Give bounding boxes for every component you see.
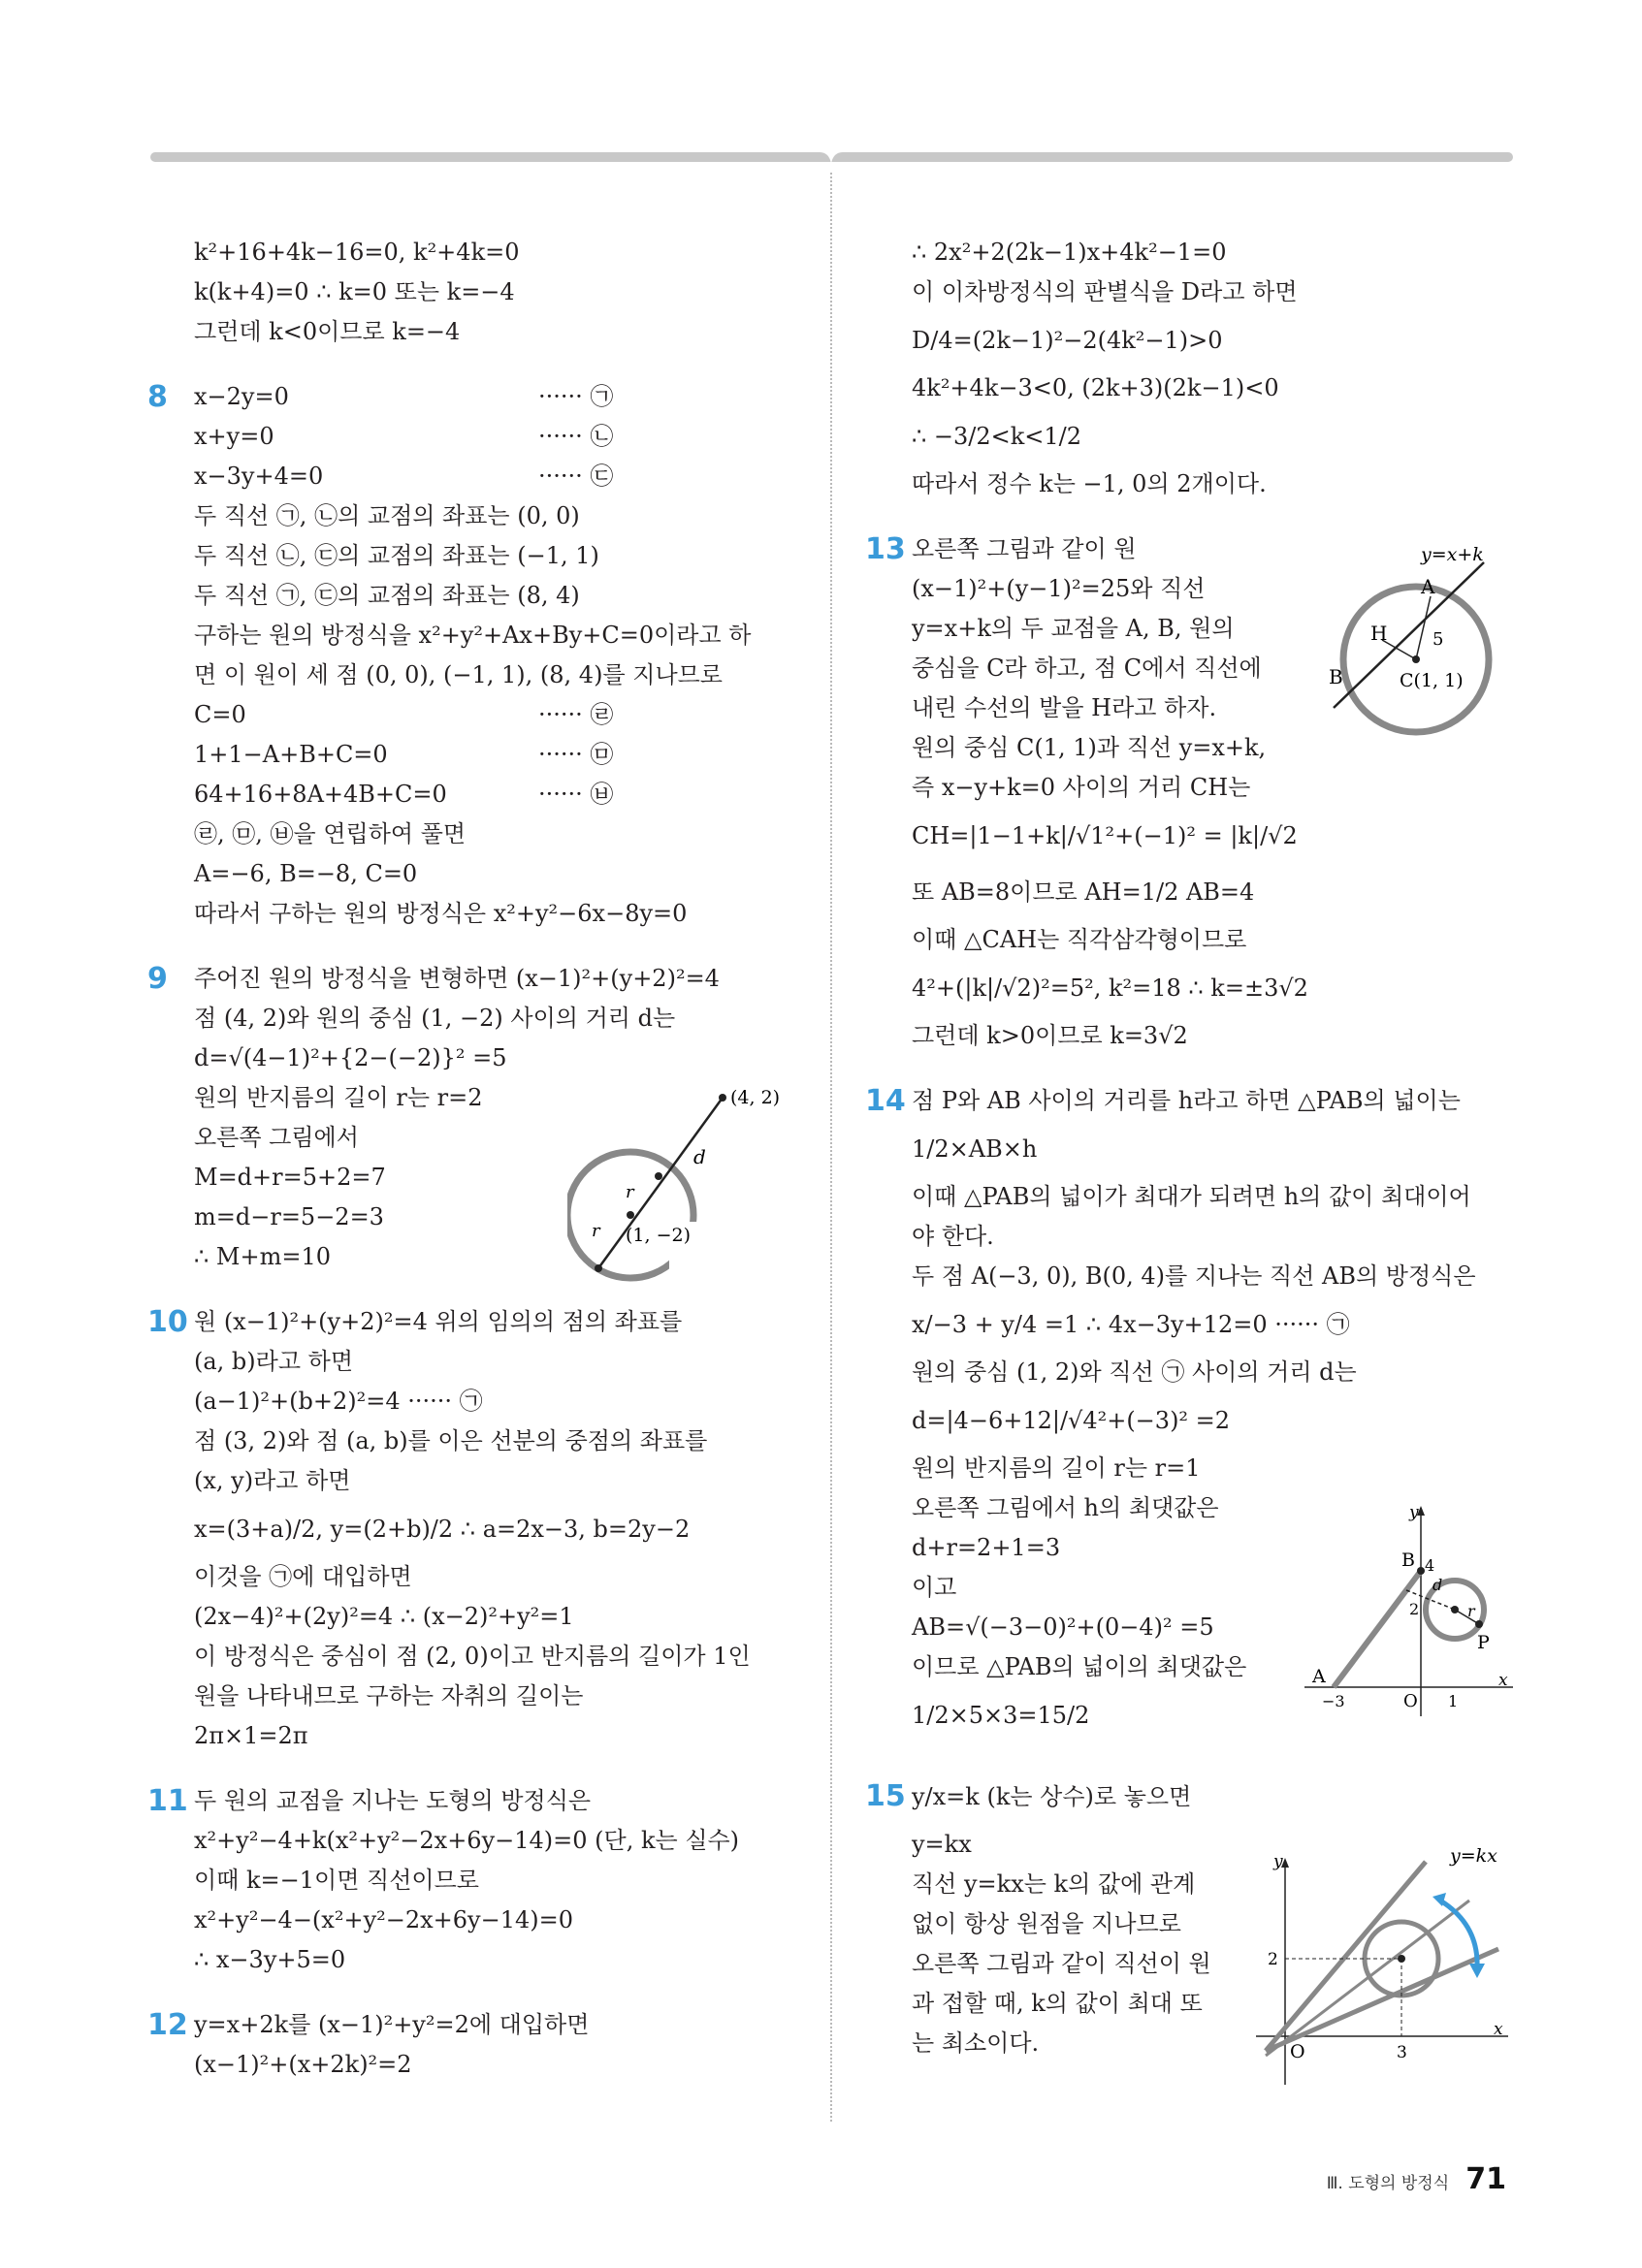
- page-footer: [1327, 2162, 1506, 2196]
- solution-line: [194, 1342, 834, 1382]
- solution-line: [194, 854, 834, 894]
- line-text: 오른쪽 그림과 같이 원: [912, 535, 1137, 562]
- solution-line: [912, 1296, 1518, 1353]
- equation-marker: ······ ㉢: [538, 463, 614, 490]
- solution-line: [194, 233, 834, 272]
- line-text: 이므로 △PAB의 넓이의 최댓값은: [912, 1653, 1247, 1680]
- chapter-title: Ⅲ. 도형의 방정식: [1326, 2174, 1450, 2193]
- line-text: 원 (x−1)²+(y+2)²=4 위의 임의의 점의 좌표를: [194, 1308, 683, 1335]
- equation-marker: ······ ㉤: [538, 741, 614, 768]
- solution-line: [194, 1637, 834, 1677]
- solution-line: [194, 417, 834, 457]
- segment-AB: [1334, 1571, 1421, 1687]
- solution-line: [194, 1501, 834, 1557]
- section-gap: [912, 1743, 1518, 1769]
- problem-number: 13: [865, 532, 906, 566]
- solution-line: [912, 233, 1518, 272]
- line-text: (a, b)라고 하면: [194, 1348, 354, 1375]
- line-text: 2π×1=2π: [194, 1722, 308, 1749]
- solution-line: [147, 1302, 834, 1342]
- solution-line: [194, 1557, 834, 1597]
- solution-line: [194, 1901, 834, 1940]
- section-gap: [912, 504, 1518, 529]
- line-text: 이 방정식은 중심이 점 (2, 0)이고 반지름의 길이가 1인: [194, 1643, 751, 1670]
- r-label: r: [626, 1182, 634, 1202]
- solution-line: [147, 959, 834, 999]
- line-text: 그런데 k>0이므로 k=3√2: [912, 1022, 1188, 1049]
- line-text: 원의 중심 (1, 2)와 직선 ㉠ 사이의 거리 d는: [912, 1358, 1357, 1386]
- solution-line: [865, 1081, 1518, 1121]
- solution-line: [194, 1038, 834, 1078]
- tick-minus3: −3: [1322, 1692, 1345, 1710]
- solution-line: [912, 1177, 1518, 1217]
- line-text: ∴ −3/2<k<1/2: [912, 423, 1082, 450]
- label-H: H: [1370, 622, 1388, 645]
- axis-y: y: [1273, 1852, 1283, 1871]
- problem-number: 10: [147, 1305, 188, 1339]
- solution-line: [194, 1940, 834, 1980]
- equation-marker: ······ ㉡: [538, 423, 614, 450]
- solution-line: [194, 312, 834, 352]
- section-gap: [194, 1980, 834, 2005]
- section-gap: [194, 934, 834, 959]
- solution-line: [194, 815, 834, 854]
- line-text: 과 접할 때, k의 값이 최대 또: [912, 1990, 1203, 2017]
- line-text: x+y=0: [194, 423, 274, 450]
- line-text: m=d−r=5−2=3: [194, 1203, 384, 1230]
- line-text: 두 직선 ㉠, ㉡의 교점의 좌표는 (0, 0): [194, 502, 580, 529]
- line-text: 두 원의 교점을 지나는 도형의 방정식은: [194, 1787, 592, 1814]
- problem-number: 8: [147, 380, 168, 414]
- line-text: 이때 △CAH는 직각삼각형이므로: [912, 926, 1247, 953]
- solution-line: [912, 1217, 1518, 1257]
- line-text: 64+16+8A+4B+C=0: [194, 781, 447, 808]
- solution-line: [912, 1257, 1518, 1296]
- right-column: [865, 233, 1518, 2063]
- tick-4: 4: [1425, 1556, 1435, 1575]
- solution-line: [194, 1421, 834, 1461]
- line-text: 두 직선 ㉠, ㉢의 교점의 좌표는 (8, 4): [194, 582, 580, 609]
- line-text: (2x−4)²+(2y)²=4 ∴ (x−2)²+y²=1: [194, 1603, 574, 1630]
- label-r: r: [1467, 1602, 1475, 1620]
- solution-line: [194, 695, 834, 735]
- solution-line: [194, 457, 834, 496]
- line-text: (x−1)²+(y−1)²=25와 직선: [912, 575, 1206, 602]
- line-text: C=0: [194, 701, 246, 728]
- line-text: ∴ M+m=10: [194, 1243, 331, 1270]
- equation-marker: ······ ㉥: [538, 781, 614, 808]
- solution-line: [912, 1449, 1518, 1488]
- section-gap: [194, 352, 834, 377]
- line-text: 그런데 k<0이므로 k=−4: [194, 318, 461, 345]
- axis-x: x: [1498, 1671, 1508, 1690]
- line-text: 원의 반지름의 길이 r는 r=2: [194, 1084, 483, 1111]
- line-text: x²+y²−4−(x²+y²−2x+6y−14)=0: [194, 1906, 573, 1933]
- solution-line: [194, 1861, 834, 1901]
- solution-line: [194, 655, 834, 695]
- line-text: 점 P와 AB 사이의 거리를 h라고 하면 △PAB의 넓이는: [912, 1087, 1461, 1114]
- problem-number: 12: [147, 2008, 188, 2042]
- solution-line: [912, 920, 1518, 960]
- figure-problem-15: [1246, 1842, 1528, 2094]
- label-O: O: [1290, 2041, 1305, 2062]
- line-text: 원의 중심 C(1, 1)과 직선 y=x+k,: [912, 734, 1267, 761]
- line-text: y=kx: [912, 1831, 972, 1858]
- solution-line: [912, 1392, 1518, 1449]
- line-text: A=−6, B=−8, C=0: [194, 860, 418, 887]
- solution-line: [194, 1461, 834, 1501]
- solution-line: [194, 616, 834, 655]
- line-text: 이때 △PAB의 넓이가 최대가 되려면 h의 값이 최대이어: [912, 1183, 1471, 1210]
- solution-line: [912, 464, 1518, 504]
- label-B: B: [1401, 1549, 1415, 1571]
- line-text: CH=|1−1+k|/√1²+(−1)² = |k|/√2: [912, 822, 1298, 849]
- tick-1: 1: [1448, 1692, 1459, 1710]
- solution-line: [194, 775, 834, 815]
- label-O: O: [1403, 1691, 1418, 1711]
- label-B: B: [1329, 665, 1343, 688]
- line-text: 오른쪽 그림에서: [194, 1124, 359, 1151]
- solution-line: [147, 377, 834, 417]
- line-text: ∴ 2x²+2(2k−1)x+4k²−1=0: [912, 239, 1227, 266]
- line-text: 두 직선 ㉡, ㉢의 교점의 좌표는 (−1, 1): [194, 542, 599, 569]
- solution-line: [912, 768, 1518, 808]
- solution-line: [194, 894, 834, 934]
- line-text: k²+16+4k−16=0, k²+4k=0: [194, 239, 520, 266]
- page-number: 71: [1465, 2162, 1506, 2196]
- line-text: 오른쪽 그림과 같이 직선이 원: [912, 1950, 1211, 1977]
- d-label: d: [693, 1145, 706, 1168]
- solution-line: [912, 1353, 1518, 1392]
- line-text: 점 (4, 2)와 원의 중심 (1, −2) 사이의 거리 d는: [194, 1005, 676, 1032]
- line-text: 이것을 ㉠에 대입하면: [194, 1563, 412, 1590]
- section-gap: [912, 1056, 1518, 1081]
- solution-line: [912, 1016, 1518, 1056]
- tick-2: 2: [1409, 1600, 1420, 1618]
- tick-2: 2: [1268, 1950, 1278, 1969]
- problem-number: 11: [147, 1784, 188, 1818]
- equation-marker: ······ ㉣: [538, 701, 614, 728]
- line-text: 1+1−A+B+C=0: [194, 741, 388, 768]
- problem-number: 14: [865, 1084, 906, 1118]
- solution-line: [147, 1781, 834, 1821]
- section-gap: [194, 1756, 834, 1781]
- line-text: 원의 반지름의 길이 r는 r=1: [912, 1454, 1201, 1482]
- r-label-2: r: [592, 1221, 600, 1241]
- solution-line: [865, 1769, 1518, 1825]
- line-text: 이고: [912, 1574, 957, 1601]
- line-text: 주어진 원의 방정식을 변형하면 (x−1)²+(y+2)²=4: [194, 965, 720, 992]
- axis-x: x: [1494, 2020, 1503, 2039]
- line-text: 직선 y=kx는 k의 값에 관계: [912, 1870, 1196, 1898]
- line-text: 두 점 A(−3, 0), B(0, 4)를 지나는 직선 AB의 방정식은: [912, 1262, 1476, 1290]
- solution-line: [194, 999, 834, 1038]
- line-text: k(k+4)=0 ∴ k=0 또는 k=−4: [194, 278, 515, 305]
- solution-line: [194, 1677, 834, 1716]
- radius-label: 5: [1433, 629, 1444, 650]
- line-text: 1/2×AB×h: [912, 1135, 1038, 1163]
- label-A: A: [1421, 575, 1435, 598]
- solution-line: [194, 1597, 834, 1637]
- axis-y: y: [1409, 1503, 1419, 1522]
- solution-line: [194, 1716, 834, 1756]
- solution-line: [194, 536, 834, 576]
- line-text: 구하는 원의 방정식을 x²+y²+Ax+By+C=0이라고 하: [194, 622, 752, 649]
- figure-problem-13: [1324, 543, 1523, 737]
- solution-line: [912, 960, 1518, 1016]
- line-text: 내린 수선의 발을 H라고 하자.: [912, 694, 1217, 721]
- point-label-4-2: (4, 2): [730, 1087, 781, 1108]
- line-text: 따라서 정수 k는 −1, 0의 2개이다.: [912, 470, 1267, 497]
- line-text: AB=√(−3−0)²+(0−4)² =5: [912, 1613, 1214, 1641]
- center-label: (1, −2): [626, 1225, 692, 1246]
- line-text: 없이 항상 원점을 지나므로: [912, 1910, 1181, 1937]
- solution-line: [912, 808, 1518, 864]
- figure-problem-14: [1295, 1498, 1518, 1721]
- line-text: 4k²+4k−3<0, (2k+3)(2k−1)<0: [912, 374, 1279, 401]
- equation-marker: ······ ㉠: [538, 383, 614, 410]
- line-text: 중심을 C라 하고, 점 C에서 직선에: [912, 655, 1262, 682]
- solution-line: [912, 368, 1518, 408]
- solution-line: [194, 2045, 834, 2085]
- top-divider-bar: [150, 150, 1513, 164]
- line-text: (x, y)라고 하면: [194, 1467, 351, 1494]
- line-text: y=x+2k를 (x−1)²+y²=2에 대입하면: [194, 2011, 590, 2038]
- line-text: d=|4−6+12|/√4²+(−3)² =2: [912, 1407, 1231, 1434]
- line-label: y=kx: [1450, 1845, 1497, 1867]
- line-text: y=x+k의 두 교점을 A, B, 원의: [912, 615, 1235, 642]
- solution-line: [194, 1821, 834, 1861]
- line-text: 면 이 원이 세 점 (0, 0), (−1, 1), (8, 4)를 지나므로: [194, 661, 723, 688]
- line-text: (x−1)²+(x+2k)²=2: [194, 2051, 412, 2078]
- solution-line: [912, 312, 1518, 368]
- line-text: 즉 x−y+k=0 사이의 거리 CH는: [912, 774, 1251, 801]
- line-label: y=x+k: [1421, 544, 1484, 565]
- solution-line: [147, 2005, 834, 2045]
- solution-line: [912, 864, 1518, 920]
- line-text: D/4=(2k−1)²−2(4k²−1)>0: [912, 327, 1223, 354]
- line-text: 이때 k=−1이면 직선이므로: [194, 1867, 479, 1894]
- line-text: 또 AB=8이므로 AH=1/2 AB=4: [912, 878, 1255, 906]
- label-C: C(1, 1): [1400, 670, 1464, 691]
- label-d: d: [1433, 1576, 1443, 1594]
- solution-line: [194, 735, 834, 775]
- line-text: x−2y=0: [194, 383, 289, 410]
- solution-line: [194, 576, 834, 616]
- tick-3: 3: [1397, 2043, 1407, 2062]
- line-text: d=√(4−1)²+{2−(−2)}² =5: [194, 1044, 507, 1071]
- line-text: x/−3 + y/4 =1 ∴ 4x−3y+12=0 ······ ㉠: [912, 1311, 1350, 1338]
- solution-line: [194, 1382, 834, 1421]
- solution-line: [912, 1121, 1518, 1177]
- line-text: 는 최소이다.: [912, 2029, 1040, 2057]
- line-text: d+r=2+1=3: [912, 1534, 1061, 1561]
- line-text: x−3y+4=0: [194, 463, 324, 490]
- line-text: x²+y²−4+k(x²+y²−2x+6y−14)=0 (단, k는 실수): [194, 1827, 740, 1854]
- line-text: ㉣, ㉤, ㉥을 연립하여 풀면: [194, 820, 467, 847]
- line-text: 따라서 구하는 원의 방정식은 x²+y²−6x−8y=0: [194, 900, 688, 927]
- solution-line: [912, 408, 1518, 464]
- figure-problem-9: [567, 1076, 810, 1299]
- line-text: 1/2×5×3=15/2: [912, 1702, 1090, 1729]
- line-text: ∴ x−3y+5=0: [194, 1946, 346, 1973]
- line-text: 원을 나타내므로 구하는 자취의 길이는: [194, 1682, 584, 1709]
- line-text: 야 한다.: [912, 1223, 994, 1250]
- line-text: 오른쪽 그림에서 h의 최댓값은: [912, 1494, 1219, 1521]
- problem-number: 9: [147, 962, 168, 996]
- solution-line: [912, 272, 1518, 312]
- solution-line: [194, 496, 834, 536]
- line-text: 이 이차방정식의 판별식을 D라고 하면: [912, 278, 1298, 305]
- line-text: x=(3+a)/2, y=(2+b)/2 ∴ a=2x−3, b=2y−2: [194, 1516, 691, 1543]
- line-text: 점 (3, 2)와 점 (a, b)를 이은 선분의 중점의 좌표를: [194, 1427, 708, 1454]
- line-text: M=d+r=5+2=7: [194, 1164, 386, 1191]
- problem-number: 15: [865, 1779, 906, 1813]
- label-P: P: [1477, 1632, 1490, 1653]
- line-text: 4²+(|k|/√2)²=5², k²=18 ∴ k=±3√2: [912, 974, 1308, 1002]
- label-A: A: [1312, 1666, 1326, 1687]
- line-text: y/x=k (k는 상수)로 놓으면: [912, 1783, 1192, 1810]
- solution-line: [194, 272, 834, 312]
- line-text: (a−1)²+(b+2)²=4 ······ ㉠: [194, 1388, 483, 1415]
